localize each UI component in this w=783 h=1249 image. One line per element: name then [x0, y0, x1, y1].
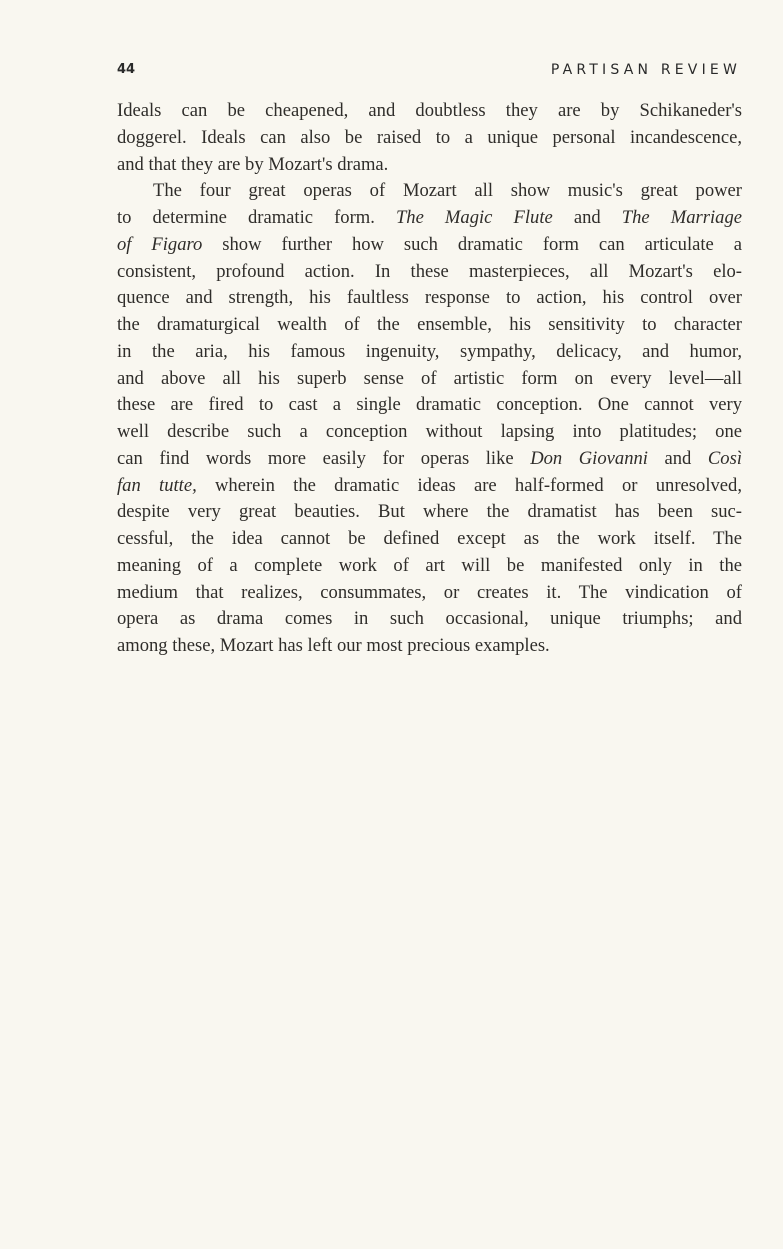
text-line	[117, 98, 742, 125]
text-segment: show further how such dramatic form can articulate a	[202, 233, 742, 255]
text-segment: meaning of a complete work of art will be manifested only in the	[117, 554, 742, 576]
text-line	[117, 152, 742, 179]
text-line	[117, 606, 742, 633]
text-line	[117, 178, 742, 205]
text-segment: Ideals can be cheapened, and doubtless they are by Schikaneder's	[117, 100, 742, 121]
italic-title: The Marriage	[621, 207, 743, 228]
text-segment: among these, Mozart has left our most precious examples.	[117, 635, 550, 656]
text-segment: wherein the dramatic ideas are half-formed or unresolved,	[196, 474, 742, 496]
text-segment: opera as drama comes in such occasional, unique triumphs; and	[117, 608, 742, 630]
text-line	[117, 339, 742, 366]
text-line	[117, 259, 742, 286]
text-segment: doggerel. Ideals can also be raised to a unique personal incandescence,	[117, 126, 742, 148]
text-line	[117, 392, 742, 419]
italic-title: of Figaro	[117, 233, 203, 255]
text-line	[117, 285, 742, 312]
text-segment: quence and strength, his faultless response to action, his control over	[117, 287, 742, 309]
text-line	[117, 125, 742, 152]
text-line	[117, 553, 742, 580]
text-segment: medium that realizes, consummates, or creates it. The vindication of	[117, 581, 742, 603]
text-line	[117, 526, 742, 553]
text-line	[117, 232, 742, 259]
text-line	[117, 419, 742, 446]
text-segment: can find words more easily for operas like	[117, 447, 531, 469]
italic-title: Don Giovanni	[530, 447, 648, 469]
page-number: 44	[117, 62, 136, 77]
text-segment: consistent, profound action. In these masterpieces, all Mozart's elo-	[117, 260, 742, 282]
text-line	[117, 473, 742, 500]
text-line	[117, 633, 742, 660]
body-text	[117, 98, 742, 660]
text-line	[117, 205, 742, 232]
text-line	[117, 446, 742, 473]
text-line	[117, 366, 742, 393]
text-segment: these are fired to cast a single dramatic conception. One cannot very	[117, 394, 742, 416]
text-segment: The four great operas of Mozart all show music's great power	[153, 180, 742, 202]
text-segment: in the aria, his famous ingenuity, sympathy, delicacy, and humor,	[117, 340, 742, 362]
text-line	[117, 499, 742, 526]
text-segment: and	[552, 207, 622, 228]
text-segment: to determine dramatic form.	[117, 207, 396, 228]
text-segment: the dramaturgical wealth of the ensemble, his sensitivity to character	[117, 314, 742, 335]
text-segment: despite very great beauties. But where the dramatist has been suc-	[117, 501, 742, 523]
text-segment: and that they are by Mozart's drama.	[117, 153, 389, 175]
text-segment: well describe such a conception without lapsing into platitudes; one	[117, 421, 742, 442]
text-line	[117, 580, 742, 607]
text-segment: cessful, the idea cannot be defined except as the work itself. The	[117, 528, 742, 549]
text-segment: and above all his superb sense of artistic form on every level—all	[117, 367, 742, 389]
text-line	[117, 312, 742, 339]
running-title: PARTISAN REVIEW	[550, 62, 741, 78]
italic-title: The Magic Flute	[395, 207, 553, 228]
italic-title: Così	[707, 447, 742, 469]
italic-title: fan tutte,	[117, 474, 197, 496]
text-segment: and	[647, 447, 708, 469]
